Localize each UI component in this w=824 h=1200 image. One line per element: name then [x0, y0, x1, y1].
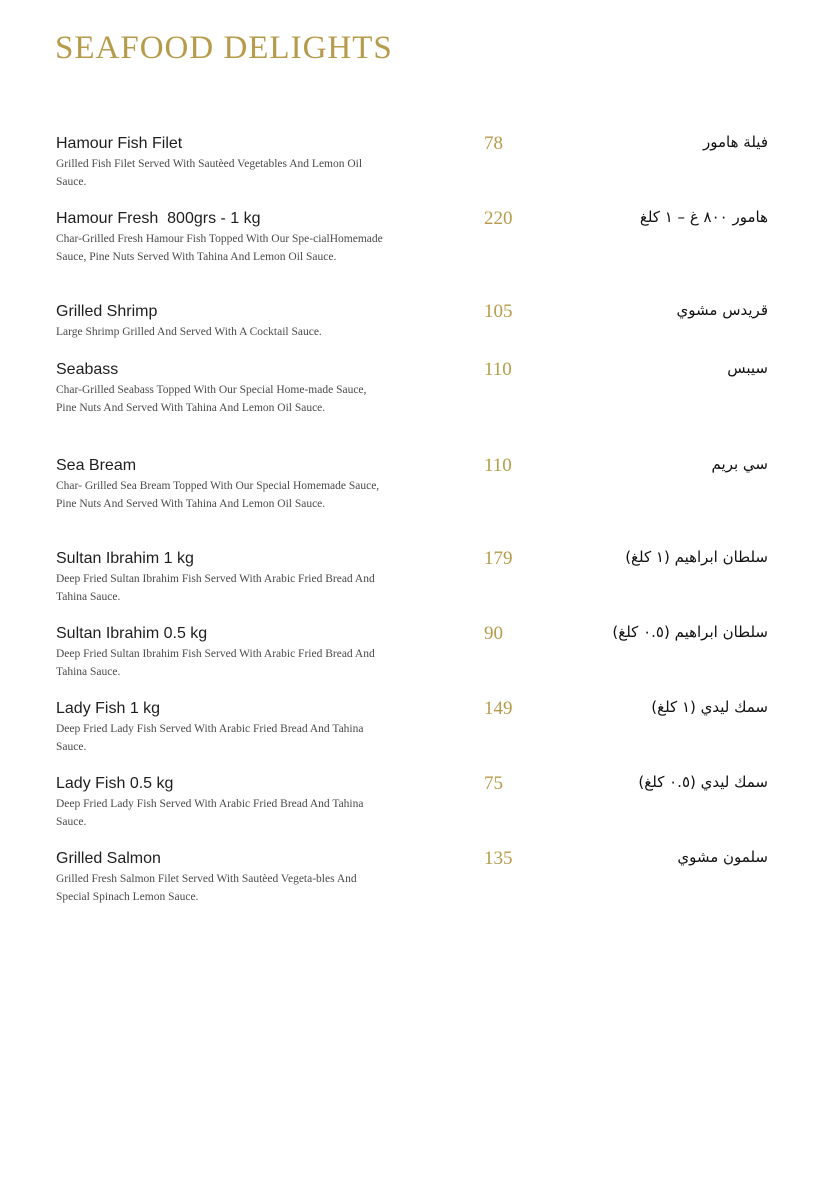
- item-price: 105: [484, 301, 513, 322]
- item-description: Deep Fried Lady Fish Served With Arabic Fried Bread And Tahina Sauce.: [56, 723, 364, 753]
- item-arabic-name: سمك ليدي (٠.٥ كلغ): [638, 773, 768, 791]
- item-description: Grilled Fish Filet Served With Sautèed Vegetables And Lemon Oil Sauce.: [56, 158, 363, 188]
- item-price: 75: [484, 773, 503, 794]
- item-name: Sea Bream: [56, 457, 137, 474]
- item-name: Hamour Fresh 800grs - 1 kg: [56, 210, 261, 227]
- item-name: Seabass: [56, 361, 119, 378]
- item-arabic-name: سلطان ابراهيم (١ كلغ): [625, 548, 768, 566]
- item-name: Lady Fish 1 kg: [56, 700, 161, 717]
- item-arabic-name: سيبس: [727, 359, 768, 377]
- item-price: 90: [484, 623, 503, 644]
- item-arabic-name: قريدس مشوي: [676, 301, 768, 319]
- item-name: Sultan Ibrahim 0.5 kg: [56, 625, 208, 642]
- item-arabic-name: سمك ليدي (١ كلغ): [651, 698, 768, 716]
- item-name: Hamour Fish Filet: [56, 135, 183, 152]
- item-name: Grilled Salmon: [56, 850, 161, 867]
- item-price: 135: [484, 848, 513, 869]
- item-price: 220: [484, 208, 513, 229]
- item-arabic-name: سلطان ابراهيم (٠.٥ كلغ): [612, 623, 768, 641]
- item-description: Char- Grilled Sea Bream Topped With Our Special Homemade Sauce, Pine Nuts And Served With Tahina And Lemon Oil Sauce.: [56, 480, 380, 510]
- item-arabic-name: سي بريم: [711, 455, 768, 473]
- item-name: Lady Fish 0.5 kg: [56, 775, 174, 792]
- item-price: 110: [484, 455, 512, 476]
- menu-title: SEAFOOD DELIGHTS: [55, 30, 393, 66]
- item-description: Deep Fried Sultan Ibrahim Fish Served With Arabic Fried Bread And Tahina Sauce.: [56, 573, 375, 603]
- item-description: Deep Fried Sultan Ibrahim Fish Served With Arabic Fried Bread And Tahina Sauce.: [56, 648, 375, 678]
- item-description: Large Shrimp Grilled And Served With A Cocktail Sauce.: [56, 326, 322, 338]
- item-description: Char-Grilled Fresh Hamour Fish Topped With Our Spe-cialHomemade Sauce, Pine Nuts Served With Tahina And Lemon Oil Sauce.: [56, 233, 383, 263]
- item-price: 110: [484, 359, 512, 380]
- item-price: 78: [484, 133, 503, 154]
- item-name: Sultan Ibrahim 1 kg: [56, 550, 194, 567]
- item-name: Grilled Shrimp: [56, 303, 158, 320]
- item-description: Grilled Fresh Salmon Filet Served With Sautèed Vegeta-bles And Special Spinach Lemon Sauce.: [56, 873, 357, 903]
- item-arabic-name: فيلة هامور: [703, 133, 768, 151]
- item-price: 149: [484, 698, 513, 719]
- item-arabic-name: سلمون مشوي: [677, 848, 768, 866]
- item-arabic-name: هامور ٨٠٠ غ – ١ كلغ: [639, 208, 768, 226]
- item-price: 179: [484, 548, 513, 569]
- item-description: Char-Grilled Seabass Topped With Our Special Home-made Sauce, Pine Nuts And Served With Tahina And Lemon Oil Sauce.: [56, 384, 367, 414]
- item-description: Deep Fried Lady Fish Served With Arabic Fried Bread And Tahina Sauce.: [56, 798, 364, 828]
